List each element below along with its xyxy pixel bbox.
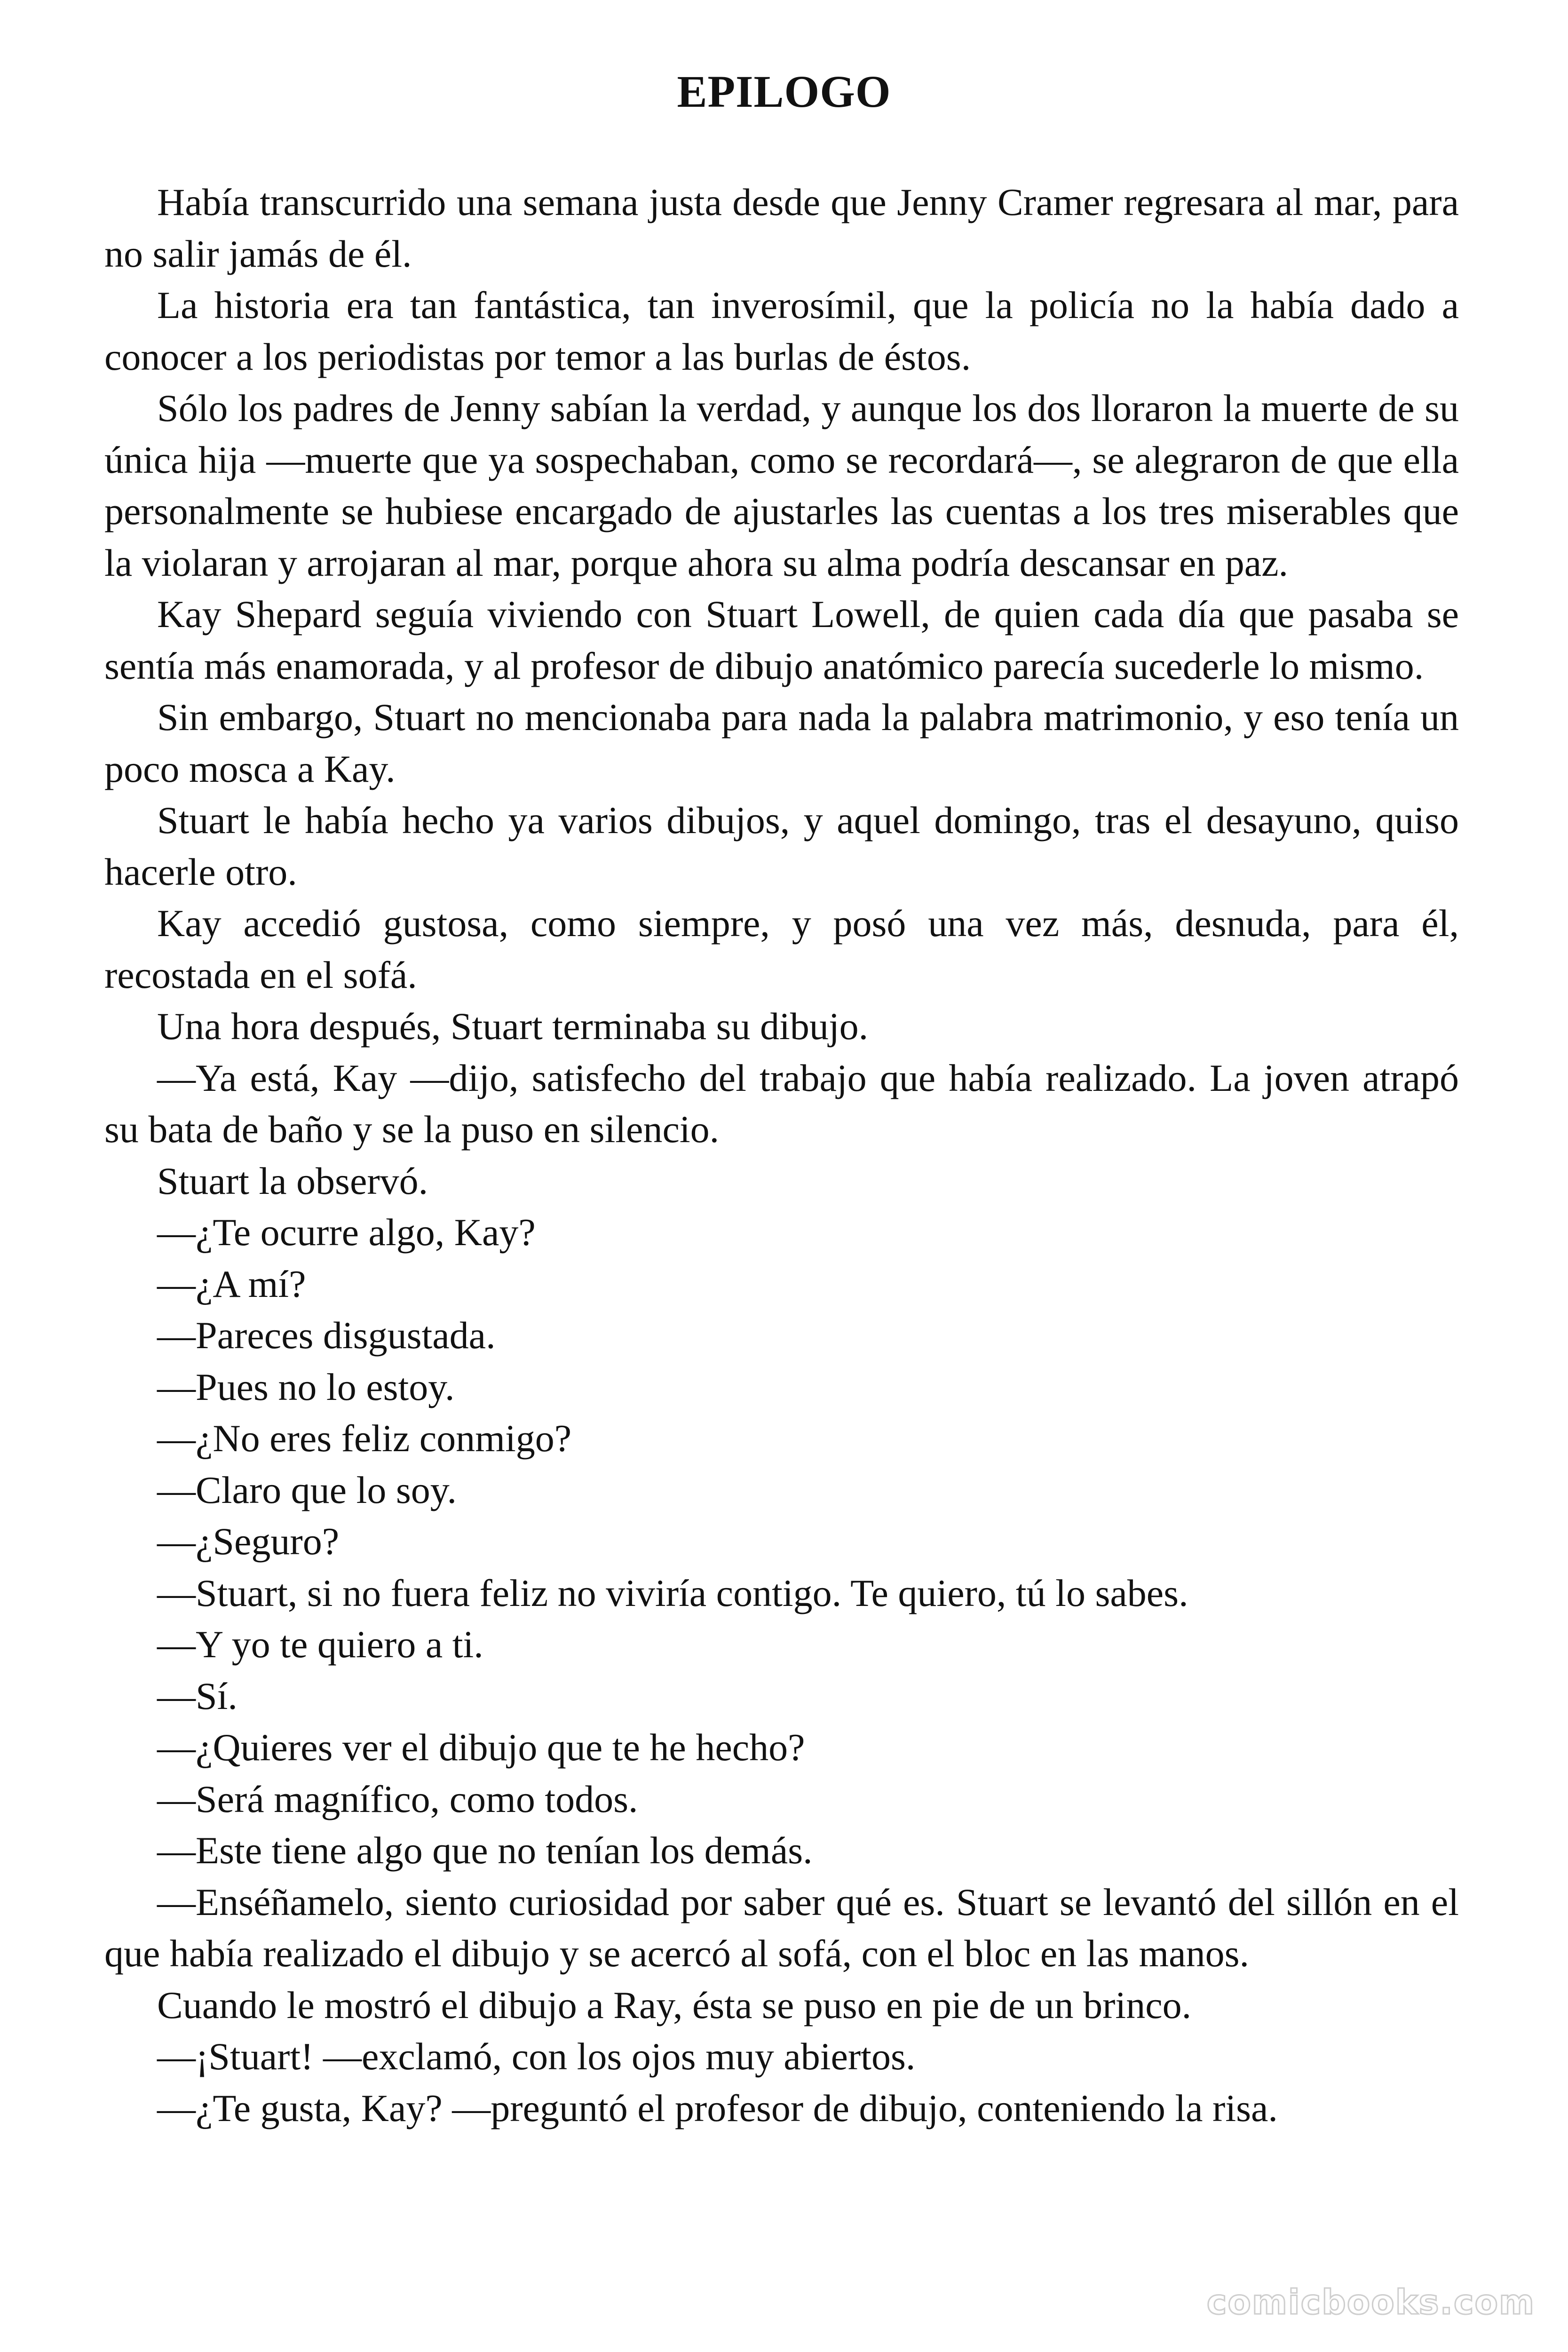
dialogue-line: —Pareces disgustada. (157, 1314, 496, 1357)
paragraph: Cuando le mostró el dibujo a Ray, ésta se puso en pie de un brinco. (157, 1983, 1192, 2026)
watermark: comicbooks.com (1206, 2282, 1535, 2322)
chapter-title: EPILOGO (677, 66, 891, 117)
dialogue-line: —¿Seguro? (157, 1520, 340, 1563)
dialogue-line: —Este tiene algo que no tenían los demás. (157, 1829, 813, 1872)
paragraph: Stuart la observó. (157, 1159, 428, 1202)
body-text (104, 176, 1459, 2134)
paragraph: Kay Shepard seguía viviendo con Stuart Lowell, de quien cada día que pasaba se sentía más enamorada, y al profesor de dibujo anatómico parecía sucederle lo mismo. (104, 593, 1459, 687)
dialogue-line: —¿Quieres ver el dibujo que te he hecho? (157, 1726, 805, 1769)
dialogue-line: —Y yo te quiero a ti. (157, 1623, 483, 1666)
paragraph: Había transcurrido una semana justa desde que Jenny Cramer regresara al mar, para no salir jamás de él. (104, 181, 1459, 275)
paragraph: Kay accedió gustosa, como siempre, y posó una vez más, desnuda, para él, recostada en el sofá. (104, 902, 1459, 996)
dialogue-line: —¿Te gusta, Kay? —preguntó el profesor de dibujo, conteniendo la risa. (157, 2086, 1278, 2130)
paragraph: Una hora después, Stuart terminaba su dibujo. (157, 1005, 869, 1048)
dialogue-line: —¡Stuart! —exclamó, con los ojos muy abiertos. (157, 2035, 916, 2078)
dialogue-line: —Pues no lo estoy. (157, 1365, 455, 1408)
paragraph: —Ya está, Kay —dijo, satisfecho del trabajo que había realizado. La joven atrapó su bata de baño y se la puso en silencio. (104, 1056, 1459, 1151)
dialogue-line: —Sí. (157, 1674, 238, 1717)
paragraph: Sólo los padres de Jenny sabían la verdad, y aunque los dos lloraron la muerte de su única hija —muerte que ya sospechaban, como se recordará—, se alegraron de que ella personalmente se hubiese encargado de ajustarles las cuentas a los tres miserables que la violaran y arrojaran al mar, porque ahora su alma podría descansar en paz. (104, 387, 1459, 584)
paragraph: Sin embargo, Stuart no mencionaba para nada la palabra matrimonio, y eso tenía un poco mosca a Kay. (104, 696, 1459, 790)
paragraph: —Enséñamelo, siento curiosidad por saber qué es. Stuart se levantó del sillón en el que había realizado el dibujo y se acercó al sofá, con el bloc en las manos. (104, 1880, 1459, 1975)
dialogue-line: —Será magnífico, como todos. (157, 1777, 638, 1820)
dialogue-line: —¿A mí? (157, 1262, 306, 1305)
dialogue-line: —¿Te ocurre algo, Kay? (157, 1211, 536, 1254)
dialogue-line: —¿No eres feliz conmigo? (157, 1417, 572, 1460)
paragraph: Stuart le había hecho ya varios dibujos, y aquel domingo, tras el desayuno, quiso hacerle otro. (104, 799, 1459, 893)
dialogue-line: —Claro que lo soy. (157, 1468, 457, 1511)
paragraph: La historia era tan fantástica, tan inverosímil, que la policía no la había dado a conocer a los periodistas por temor a las burlas de éstos. (104, 284, 1459, 378)
dialogue-line: —Stuart, si no fuera feliz no viviría contigo. Te quiero, tú lo sabes. (157, 1571, 1188, 1614)
